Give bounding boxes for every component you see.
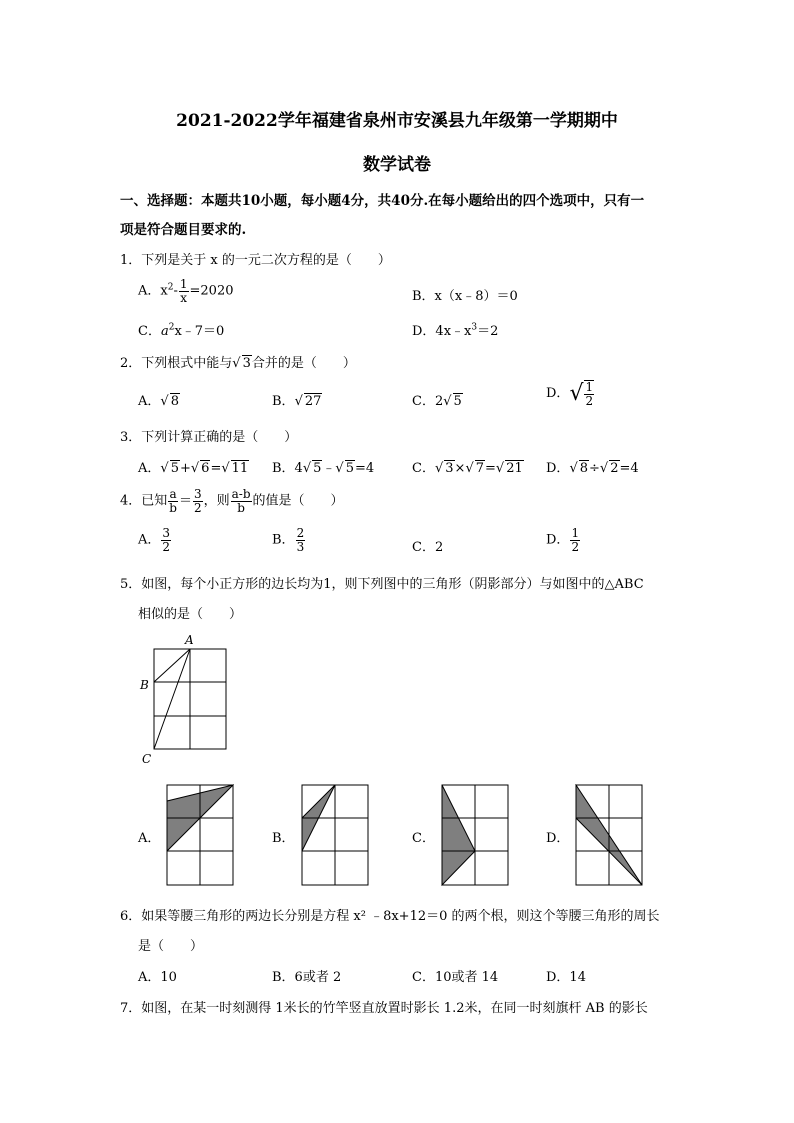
- q5-option-d-figure: [575, 784, 643, 886]
- q4-option-b: B． $\frac{2}{3}$: [272, 526, 305, 554]
- q2-option-d: D．√ $\frac{1}{2}$: [546, 380, 594, 408]
- q2-option-c: C．2√ 5: [412, 394, 462, 409]
- question-7-stem: 7．如图，在某一时刻测得 1米长的竹竿竖直放置时影长 1.2米，在同一时刻旗杆 AB 的影长: [120, 1001, 648, 1016]
- q6-option-d: D．14: [546, 970, 586, 985]
- q6-option-a: A．10: [138, 970, 177, 985]
- figure-abc-grid: [136, 632, 236, 768]
- section-heading-cont: 项是符合题目要求的.: [120, 222, 247, 238]
- vertex-label-a: A: [185, 633, 194, 647]
- q3-option-c: C．√ 3×√ 7=√ 21: [412, 461, 523, 476]
- q6-option-b: B．6或者 2: [272, 970, 342, 985]
- vertex-label-b: B: [140, 678, 149, 692]
- question-3-stem: 3．下列计算正确的是（ ）: [120, 430, 298, 445]
- q5-option-a-figure: [166, 784, 234, 886]
- q5-option-b-figure: [301, 784, 369, 886]
- q5-option-c-label: C．: [412, 831, 435, 846]
- question-5-stem-cont: 相似的是（ ）: [138, 607, 243, 622]
- q6-option-c: C．10或者 14: [412, 970, 499, 985]
- q4-option-d: D． $\frac{1}{2}$: [546, 526, 580, 554]
- question-1-stem: 1．下列是关于 x 的一元二次方程的是（ ）: [120, 253, 391, 268]
- section-heading: 一、选择题：本题共10小题，每小题4分，共40分.在每小题给出的四个选项中，只有一: [120, 193, 645, 209]
- q1-option-a: A．$x^2-$ $\frac{1}{x}$ =2020: [138, 277, 234, 305]
- q3-option-a: A．√ 5+√ 6=√ 11: [138, 461, 249, 476]
- question-6-stem-cont: 是（ ）: [138, 939, 204, 954]
- question-6-stem: 6．如果等腰三角形的两边长分别是方程 x² ﹣8x+12＝0 的两个根，则这个等腰三角形的周长: [120, 909, 660, 924]
- q4-option-c: C．2: [412, 540, 444, 555]
- page-subtitle: 数学试卷: [363, 155, 431, 175]
- q2-option-b: B．√ 27: [272, 394, 322, 409]
- vertex-label-c: C: [142, 752, 152, 766]
- q3-option-b: B．4√ 5﹣√ 5=4: [272, 461, 375, 476]
- q2-option-a: A．√ 8: [138, 394, 179, 409]
- page-title: 2021-2022学年福建省泉州市安溪县九年级第一学期期中: [176, 111, 618, 131]
- q1-option-c: C．$a^2x﹣7=0$: [138, 322, 225, 339]
- q5-option-c-figure: [441, 784, 509, 886]
- q5-option-a-label: A．: [138, 831, 161, 846]
- q1-option-b: B．x（x﹣8）＝0: [412, 289, 518, 304]
- question-2-stem: 2．下列根式中能与√ 3合并的是（ ）: [120, 356, 356, 371]
- q5-option-d-label: D．: [546, 831, 570, 846]
- q3-option-d: D．√ 8÷√ 2=4: [546, 461, 639, 476]
- q1-option-d: D．$4x﹣x^3=2$: [412, 322, 499, 339]
- question-4-stem: 4．已知 $\frac{a}{b}$ ＝ $\frac{3}{2}$ ，则 $\frac{a-b}{b}$ 的值是（ ）: [120, 487, 344, 515]
- q5-option-b-label: B．: [272, 831, 295, 846]
- q4-option-a: A． $\frac{3}{2}$: [138, 526, 171, 554]
- question-5-stem: 5．如图，每个小正方形的边长均为1，则下列图中的三角形（阴影部分）与如图中的△ABC: [120, 577, 644, 592]
